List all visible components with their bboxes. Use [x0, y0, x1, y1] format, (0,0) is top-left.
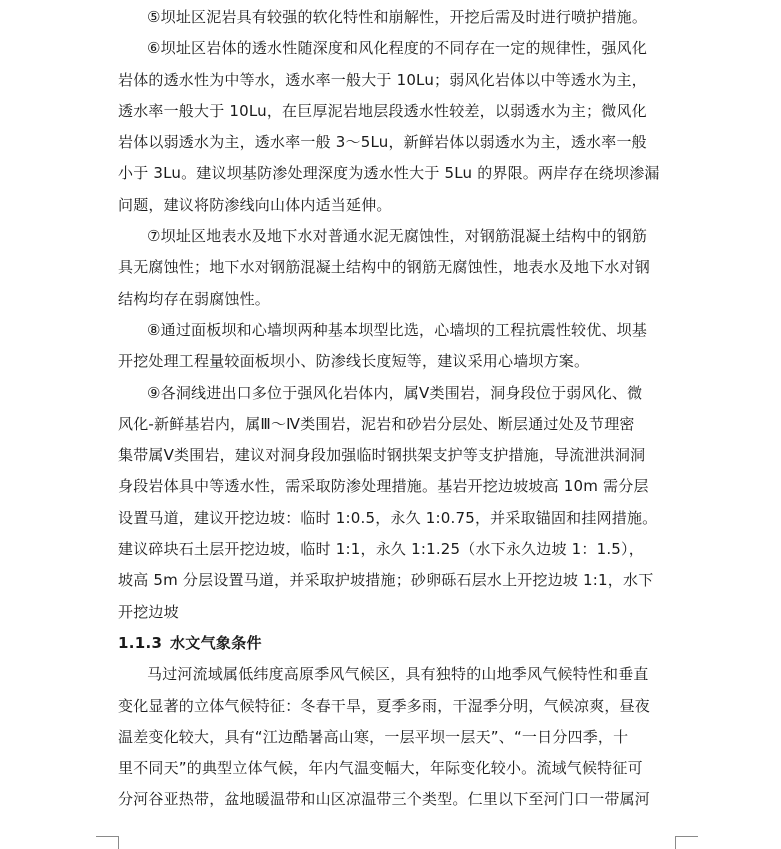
crop-mark-bottom-left: [96, 836, 119, 849]
hydro-paragraph-line-4: 里不同天”的典型立体气候，年内气温变幅大，年际变化较小。流域气候特征可: [118, 759, 643, 778]
paragraph-6-line-1: ⑥坝址区岩体的透水性随深度和风化程度的不同存在一定的规律性，强风化: [147, 39, 648, 58]
paragraph-6-line-4: 岩体以弱透水为主，透水率一般 3～5Lu，新鲜岩体以弱透水为主，透水率一般: [118, 133, 647, 152]
paragraph-9-line-4: 身段岩体具中等透水性，需采取防渗处理措施。基岩开挖边坡坡高 10m 需分层: [118, 477, 649, 496]
crop-mark-bottom-right: [675, 836, 698, 849]
paragraph-7-line-3: 结构均存在弱腐蚀性。: [118, 289, 271, 308]
paragraph-5-line-1: ⑤坝址区泥岩具有较强的软化特性和崩解性，开挖后需及时进行喷护措施。: [147, 8, 648, 26]
section-heading: [118, 628, 678, 659]
paragraph-8-line-2: 开挖处理工程量较面板坝小、防渗线长度短等，建议采用心墙坝方案。: [118, 352, 590, 371]
paragraph-9-line-2: 风化-新鲜基岩内，属Ⅲ～Ⅳ类围岩，泥岩和砂岩分层处、断层通过处及节理密: [118, 414, 635, 433]
hydro-paragraph-line-2: 变化显著的立体气候特征：冬春干旱，夏季多雨，干湿季分明，气候凉爽，昼夜: [118, 696, 651, 715]
paragraph-7-line-1: ⑦坝址区地表水及地下水对普通水泥无腐蚀性，对钢筋混凝土结构中的钢筋: [147, 227, 648, 246]
paragraph-9-line-3: 集带属Ⅴ类围岩，建议对洞身段加强临时钢拱架支护等支护措施，导流泄洪洞洞: [118, 446, 646, 465]
paragraph-9-line-5: 设置马道，建议开挖边坡：临时 1:0.5，永久 1:0.75，并采取锚固和挂网措施。: [118, 508, 658, 527]
paragraph-9-line-1: ⑨各洞线进出口多位于强风化岩体内，属Ⅴ类围岩，洞身段位于弱风化、微: [147, 383, 643, 402]
hydro-paragraph-line-1: 马过河流域属低纬度高原季风气候区，具有独特的山地季风气候特性和垂直: [147, 665, 649, 684]
section-heading-title: 水文气象条件: [170, 633, 262, 652]
paragraph-9-line-7: 坡高 5m 分层设置马道，并采取护坡措施；砂卵砾石层水上开挖边坡 1:1，水下: [118, 571, 654, 590]
section-heading-number: 1.1.3: [118, 633, 163, 652]
hydro-paragraph-line-5: 分河谷亚热带，盆地暖温带和山区凉温带三个类型。仁里以下至河门口一带属河: [118, 790, 651, 809]
hydro-paragraph-line-3: 温差变化较大，具有“江边酷暑高山寒，一层平坝一层天”、“一日分四季，十: [118, 727, 629, 746]
paragraph-9-line-6: 建议碎块石土层开挖边坡，临时 1:1，永久 1:1.25（水下永久边坡 1：1.5），: [118, 540, 644, 559]
document-body: [118, 2, 678, 816]
paragraph-6-line-6: 问题，建议将防渗线向山体内适当延伸。: [118, 195, 392, 214]
paragraph-9-line-8: 开挖边坡: [118, 602, 179, 621]
paragraph-6-line-5: 小于 3Lu。建议坝基防渗处理深度为透水性大于 5Lu 的界限。两岸存在绕坝渗漏: [118, 164, 660, 183]
paragraph-8-line-1: ⑧通过面板坝和心墙坝两种基本坝型比选，心墙坝的工程抗震性较优、坝基: [147, 320, 648, 339]
paragraph-6-line-2: 岩体的透水性为中等水，透水率一般大于 10Lu；弱风化岩体以中等透水为主，: [118, 70, 647, 89]
paragraph-7-line-2: 具无腐蚀性；地下水对钢筋混凝土结构中的钢筋无腐蚀性，地表水及地下水对钢: [118, 258, 651, 277]
paragraph-6-line-3: 透水率一般大于 10Lu，在巨厚泥岩地层段透水性较差，以弱透水为主；微风化: [118, 101, 647, 120]
